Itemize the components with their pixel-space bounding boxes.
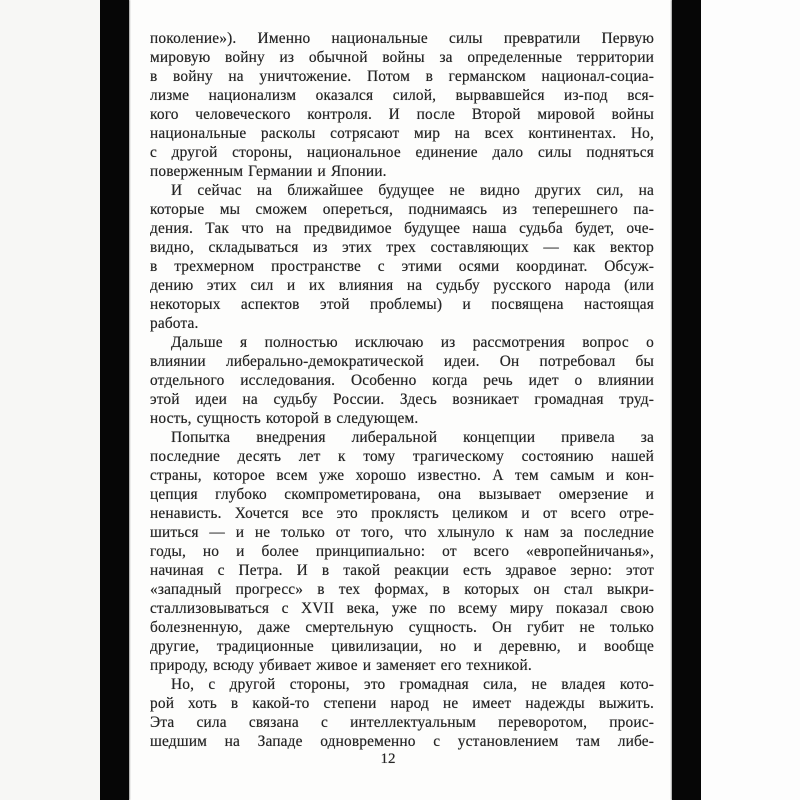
- text-line: поколение»). Именно национальные силы превратили Первую: [150, 30, 654, 47]
- text-line: кого человеческого контроля. И после Второй мировой войны: [150, 106, 654, 123]
- text-line: Попытка внедрения либеральной концепции привела за: [171, 429, 654, 446]
- text-line: И сейчас на ближайшее будущее не видно других сил, на: [171, 182, 654, 199]
- text-line: годы, но и более принципиально: от всего «европейничанья»,: [150, 543, 654, 560]
- book-edge-shadow-right: [672, 0, 701, 800]
- text-line: Но, с другой стороны, это громадная сила, не владея кото-: [171, 676, 654, 693]
- text-line: природу, всюду убивает живое и заменяет его техникой.: [150, 657, 532, 674]
- text-line: влиянии либерально-демократической идеи. Он потребовал бы: [150, 353, 654, 370]
- text-line: другие, традиционные цивилизации, но и деревню, и вообще: [150, 638, 654, 655]
- text-line: ненависть. Хочется все это проклясть целиком и от всего отре-: [150, 505, 654, 522]
- text-line: рой хоть в какой-то степени народ не имеет надежды выжить.: [150, 695, 654, 712]
- background-right: [701, 0, 800, 800]
- text-line: в войну на уничтожение. Потом в германском национал-социа-: [150, 68, 654, 85]
- text-line: с другой стороны, национальное единение дало силы подняться: [150, 144, 654, 161]
- book-edge-shadow-left: [100, 0, 129, 800]
- text-line: работа.: [150, 315, 199, 332]
- text-line: сталлизовываться с XVII века, уже по всему миру показал свою: [150, 600, 654, 617]
- text-line: поверженным Германии и Японии.: [150, 163, 387, 180]
- text-line: которые мы сможем опереться, поднимаясь из теперешнего па-: [150, 201, 654, 218]
- text-line: лизме национализм оказался силой, вырвавшейся из-под вся-: [150, 87, 654, 104]
- text-line: ность, сущность которой в следующем.: [150, 410, 419, 427]
- text-line: видно, складываться из этих трех составляющих — как вектор: [150, 239, 654, 256]
- text-line: дения. Так что на предвидимое будущее наша судьба будет, оче-: [150, 220, 654, 237]
- text-line: Дальше я полностью исключаю из рассмотрения вопрос о: [171, 334, 654, 351]
- text-line: этой идеи на судьбу России. Здесь возникает громадная труд-: [150, 391, 654, 408]
- page-text: [150, 29, 654, 751]
- text-line: дению этих сил и их влияния на судьбу русского народа (или: [150, 277, 654, 294]
- text-line: последние десять лет к тому трагическому состоянию нашей: [150, 448, 654, 465]
- text-line: начиная с Петра. И в такой реакции есть здравое зерно: этот: [150, 562, 654, 579]
- text-line: мировую войну из обычной войны за определенные территории: [150, 49, 654, 66]
- text-line: некоторых аспектов этой проблемы) и посвящена настоящая: [150, 296, 654, 313]
- text-line: «западный прогресс» в тех формах, в которых он стал выкри-: [150, 581, 654, 598]
- page-number: 12: [380, 751, 396, 767]
- text-line: шиться — и не только от того, что хлынуло к нам за последние: [150, 524, 654, 541]
- text-line: цепция глубоко скомпрометирована, она вызывает омерзение и: [150, 486, 654, 503]
- text-line: страны, которое всем уже хорошо известно. А тем самым и кон-: [150, 467, 654, 484]
- text-line: в трехмерном пространстве с этими осями координат. Обсуж-: [150, 258, 654, 275]
- text-line: Эта сила связана с интеллектуальным переворотом, проис-: [150, 714, 654, 731]
- text-line: национальные расколы сотрясают мир на всех континентах. Но,: [150, 125, 654, 142]
- text-line: отдельного исследования. Особенно когда речь идет о влиянии: [150, 372, 654, 389]
- text-line: болезненную, даже смертельную сущность. Он губит не только: [150, 619, 654, 636]
- text-line: шедшим на Западе одновременно с установлением там либе-: [150, 733, 654, 750]
